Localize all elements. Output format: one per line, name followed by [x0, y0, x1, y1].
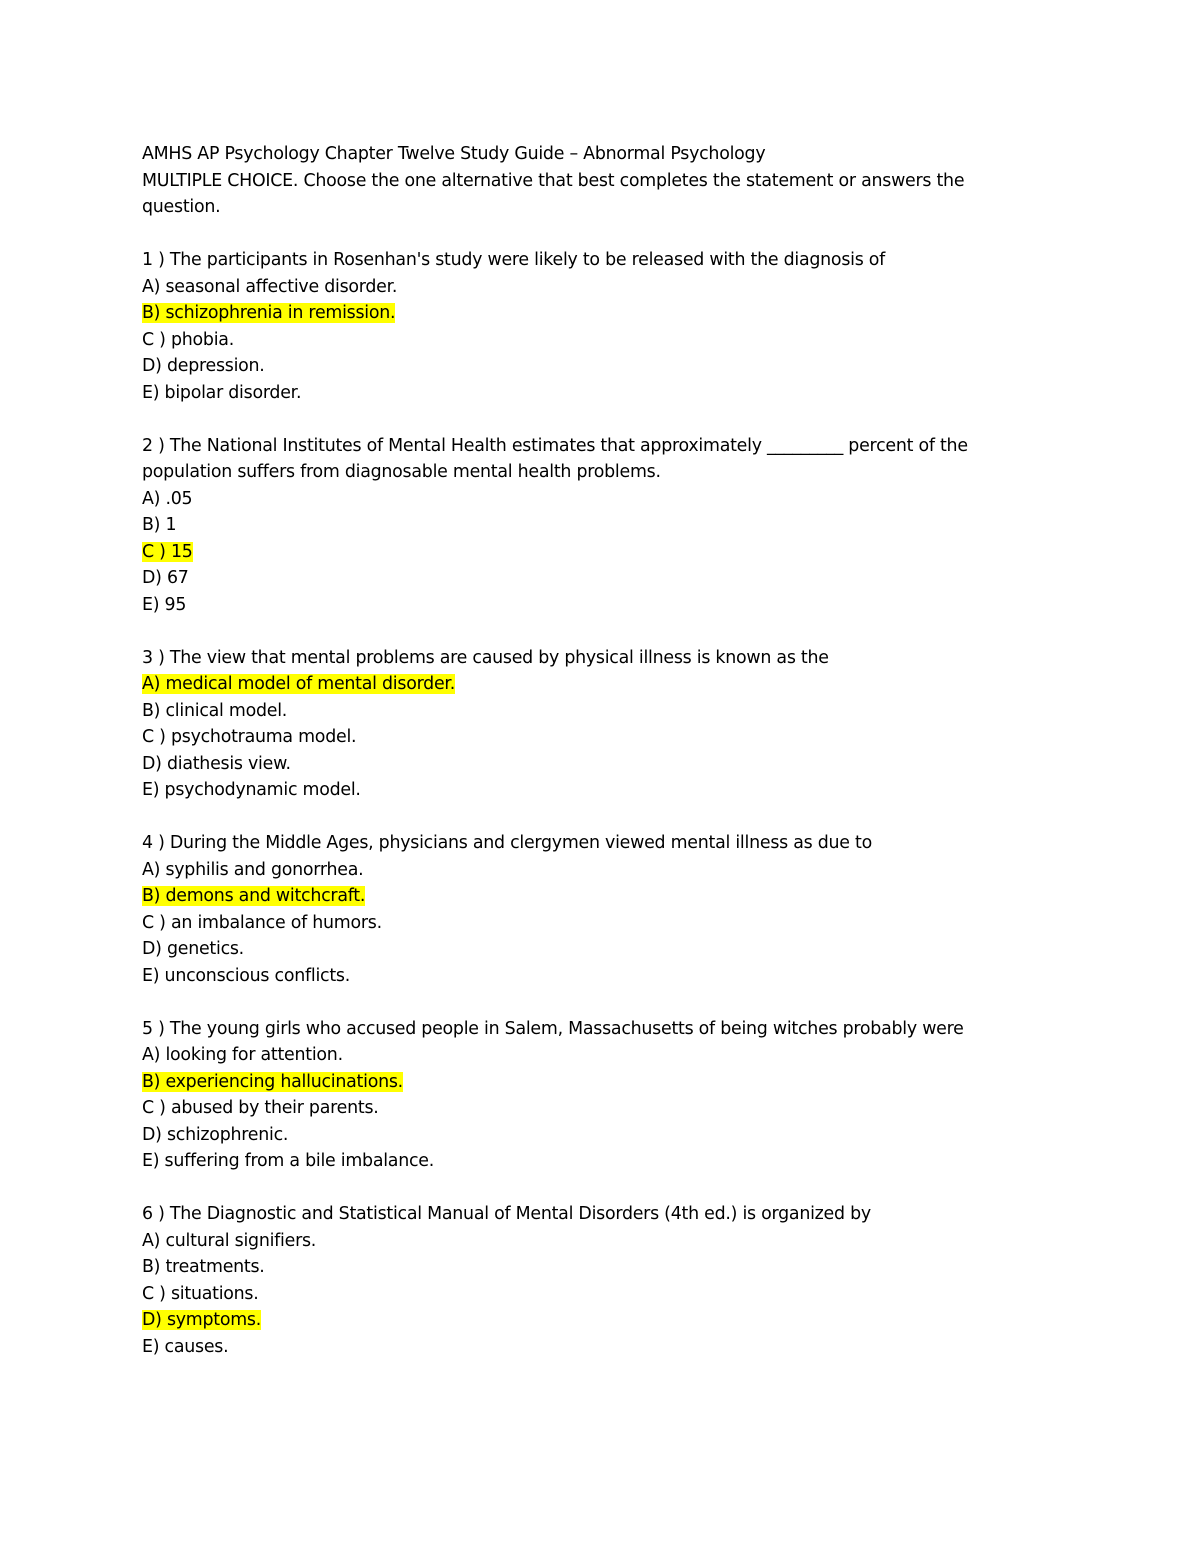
spacer — [142, 406, 1022, 433]
option-b-correct — [142, 1069, 1022, 1096]
answer-highlight: D) symptoms. — [142, 1310, 262, 1330]
option-b-correct — [142, 300, 1022, 327]
question-3 — [142, 645, 1022, 804]
option-a: A) syphilis and gonorrhea. — [142, 859, 364, 880]
option-a-correct — [142, 671, 1022, 698]
option-d: D) depression. — [142, 356, 265, 376]
answer-highlight: C ) 15 — [142, 541, 193, 562]
option-d: D) diathesis view. — [142, 753, 291, 774]
answer-highlight: B) schizophrenia in remission. — [142, 303, 396, 323]
question-5 — [142, 1016, 1022, 1175]
option-c: C ) psychotrauma model. — [142, 727, 357, 747]
answer-highlight: A) medical model of mental disorder. — [142, 674, 455, 694]
option-d: D) schizophrenic. — [142, 1124, 289, 1145]
option-a: A) looking for attention. — [142, 1045, 343, 1065]
spacer — [142, 1175, 1022, 1202]
option-e: E) bipolar disorder. — [142, 382, 302, 403]
instructions: MULTIPLE CHOICE. Choose the one alternative that best completes the statement or answers the question. — [142, 170, 965, 217]
answer-highlight: B) experiencing hallucinations. — [142, 1071, 403, 1092]
spacer — [142, 618, 1022, 645]
question-6 — [142, 1201, 1022, 1360]
option-d-correct — [142, 1307, 1022, 1334]
question-stem: 4 ) During the Middle Ages, physicians and clergymen viewed mental illness as due to — [142, 833, 872, 853]
question-4 — [142, 830, 1022, 989]
option-b-correct — [142, 883, 1022, 910]
question-stem: 3 ) The view that mental problems are caused by physical illness is known as the — [142, 647, 829, 668]
option-c: C ) situations. — [142, 1283, 259, 1304]
option-e: E) psychodynamic model. — [142, 780, 361, 800]
option-d: D) genetics. — [142, 939, 244, 959]
option-c-correct — [142, 539, 1022, 566]
option-d: D) 67 — [142, 568, 189, 588]
document-page — [142, 141, 1022, 1360]
question-stem: 2 ) The National Institutes of Mental Health estimates that approximately _________ percent of the population suffers from diagnosable mental health problems. — [142, 435, 968, 482]
spacer — [142, 989, 1022, 1016]
question-stem: 1 ) The participants in Rosenhan's study were likely to be released with the diagnosis of — [142, 250, 886, 270]
option-b: B) 1 — [142, 515, 177, 535]
option-e: E) 95 — [142, 594, 187, 615]
option-e: E) causes. — [142, 1336, 229, 1357]
question-stem: 6 ) The Diagnostic and Statistical Manual of Mental Disorders (4th ed.) is organized by — [142, 1204, 871, 1224]
option-c: C ) phobia. — [142, 329, 234, 350]
option-a: A) cultural signifiers. — [142, 1230, 317, 1251]
answer-highlight: B) demons and witchcraft. — [142, 886, 366, 906]
spacer — [142, 221, 1022, 248]
spacer — [142, 804, 1022, 831]
option-c: C ) abused by their parents. — [142, 1098, 379, 1118]
option-c: C ) an imbalance of humors. — [142, 912, 382, 933]
document-header — [142, 141, 1022, 221]
document-title: AMHS AP Psychology Chapter Twelve Study Guide – Abnormal Psychology — [142, 144, 766, 164]
question-stem: 5 ) The young girls who accused people in Salem, Massachusetts of being witches probably were — [142, 1018, 964, 1039]
question-1 — [142, 247, 1022, 406]
option-a: A) .05 — [142, 488, 193, 509]
option-a: A) seasonal affective disorder. — [142, 276, 398, 297]
option-e: E) unconscious conflicts. — [142, 965, 350, 986]
option-b: B) treatments. — [142, 1257, 265, 1277]
option-b: B) clinical model. — [142, 700, 288, 721]
question-2 — [142, 433, 1022, 619]
option-e: E) suffering from a bile imbalance. — [142, 1151, 435, 1171]
